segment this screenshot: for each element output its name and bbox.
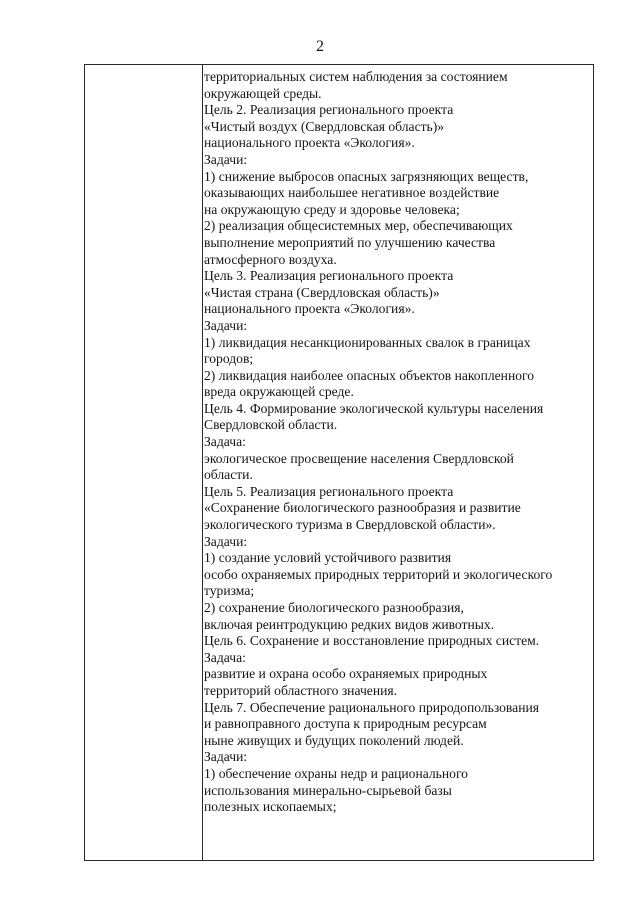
text-line: окружающей среды. <box>204 85 322 101</box>
text-line: области. <box>204 467 253 483</box>
text-line: на окружающую среду и здоровье человека; <box>204 201 460 217</box>
table-right-column <box>203 69 593 816</box>
text-line: 2) реализация общесистемных мер, обеспечивающих <box>204 218 513 234</box>
document-table <box>84 64 594 861</box>
text-line: 1) снижение выбросов опасных загрязняющих веществ, <box>204 168 529 184</box>
text-line: развитие и охрана особо охраняемых природных <box>204 666 488 682</box>
text-line: Цель 2. Реализация регионального проекта <box>204 102 454 118</box>
text-line: Цель 3. Реализация регионального проекта <box>204 268 454 284</box>
text-line: территориальных систем наблюдения за состоянием <box>204 69 508 84</box>
text-line: «Сохранение биологического разнообразия и развитие <box>204 500 521 516</box>
text-line: Цель 7. Обеспечение рационального природопользования <box>204 699 539 715</box>
text-line: 1) ликвидация несанкционированных свалок в границах <box>204 334 531 350</box>
text-line: Задачи: <box>204 317 248 333</box>
text-line: Цель 5. Реализация регионального проекта <box>204 483 454 499</box>
text-line: Цель 4. Формирование экологической культуры населения <box>204 400 544 416</box>
text-line: ныне живущих и будущих поколений людей. <box>204 732 464 748</box>
page-number: 2 <box>316 38 324 55</box>
text-line: использования минерально-сырьевой базы <box>204 782 452 798</box>
text-line: «Чистая страна (Свердловская область)» <box>204 284 440 300</box>
text-line: полезных ископаемых; <box>204 799 337 815</box>
text-line: Задача: <box>204 434 246 450</box>
text-line: 2) ликвидация наиболее опасных объектов накопленного <box>204 367 535 383</box>
text-line: экологического туризма в Свердловской области». <box>204 517 496 533</box>
text-line: экологическое просвещение населения Свердловской <box>204 450 514 466</box>
text-line: вреда окружающей среде. <box>204 384 354 400</box>
text-line: Свердловской области. <box>204 417 338 433</box>
text-line: Цель 6. Сохранение и восстановление природных систем. <box>204 633 540 649</box>
text-line: 2) сохранение биологического разнообразия, <box>204 600 464 615</box>
text-line: Задачи: <box>204 749 248 765</box>
text-line: Задача: <box>204 649 246 665</box>
text-line: оказывающих наибольшее негативное воздействие <box>204 185 500 201</box>
text-line: городов; <box>204 351 254 367</box>
text-line: национального проекта «Экология». <box>204 301 415 317</box>
text-line: национального проекта «Экология». <box>204 135 415 151</box>
text-line: выполнение мероприятий по улучшению качества <box>204 234 496 250</box>
text-line: и равноправного доступа к природным ресурсам <box>204 716 487 732</box>
text-line: 1) обеспечение охраны недр и рационального <box>204 765 468 781</box>
text-line: особо охраняемых природных территорий и экологического <box>204 566 553 582</box>
text-line: «Чистый воздух (Свердловская область)» <box>204 118 445 134</box>
text-line: Задачи: <box>204 533 248 549</box>
text-line: территорий областного значения. <box>204 682 398 698</box>
text-line: 1) создание условий устойчивого развития <box>204 550 452 566</box>
text-line: включая реинтродукцию редких видов животных. <box>204 616 495 632</box>
table-left-column <box>85 65 203 860</box>
text-line: Задачи: <box>204 151 248 167</box>
text-line: атмосферного воздуха. <box>204 251 337 267</box>
text-line: туризма; <box>204 583 255 599</box>
